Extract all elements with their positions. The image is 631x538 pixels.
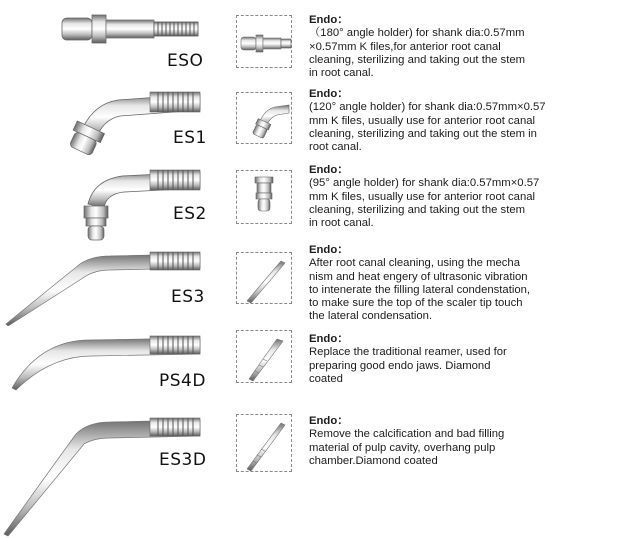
product-row-es3 [0,246,631,326]
es1-thumbnail [236,92,292,144]
description-text: (95° angle holder) for shank dia:0.57mm×0.57 mm K files, usually use for anterior root canal cleaning, sterilizing and taking out the stem in root canal. [309,177,540,230]
product-code: ES3D [159,450,207,470]
es3d-thumbnail [236,414,292,472]
description-heading: Endo： [309,415,349,427]
product-description [309,88,627,154]
description-text: (120° angle holder) for shank dia:0.57mm×0.57 mm K files, usually use for anterior root canal cleaning, sterilizing and taking out the stem in root canal. [309,101,546,154]
product-code: ES3 [171,287,205,307]
es3-tip-image [0,246,215,326]
description-text: After root canal cleaning, using the mecha nism and heat engery of ultrasonic vibration to intenerate the filling lateral condenstation, to make sure the top of the scaler tip touch the lateral condensation. [309,257,531,323]
product-code: PS4D [159,371,206,391]
product-row-es3d [0,408,631,538]
product-code: ES2 [173,204,207,224]
description-heading: Endo： [309,88,349,100]
product-description [309,415,627,468]
product-code: ES1 [173,128,207,148]
description-text: Remove the calcification and bad filling material of pulp cavity, overhang pulp chamber.Diamond coated [309,428,505,467]
ps4d-tip-image [0,326,215,408]
description-heading: Endo： [309,333,349,345]
description-heading: Endo： [309,164,349,176]
product-row-eso [0,0,631,82]
product-row-es1 [0,82,631,162]
es3-thumbnail [236,252,292,304]
product-description [309,164,627,230]
product-description [309,14,627,80]
description-text: （180° angle holder) for shank dia:0.57mm ×0.57mm K files,for anterior root canal cleaning, sterilizing and taking out the stem in root canal. [309,27,526,80]
es3d-tip-image [0,408,215,538]
product-description [309,244,627,324]
eso-thumbnail [236,15,292,68]
product-code: ESO [167,51,204,71]
es2-thumbnail [236,170,292,224]
ps4d-thumbnail [236,330,292,383]
product-description [309,333,627,386]
description-text: Replace the traditional reamer, used for preparing good endo jaws. Diamond coated [309,346,507,385]
description-heading: Endo： [309,244,349,256]
description-heading: Endo： [309,14,349,26]
product-row-ps4d [0,326,631,408]
product-row-es2 [0,162,631,246]
es1-tip-image [0,82,215,162]
